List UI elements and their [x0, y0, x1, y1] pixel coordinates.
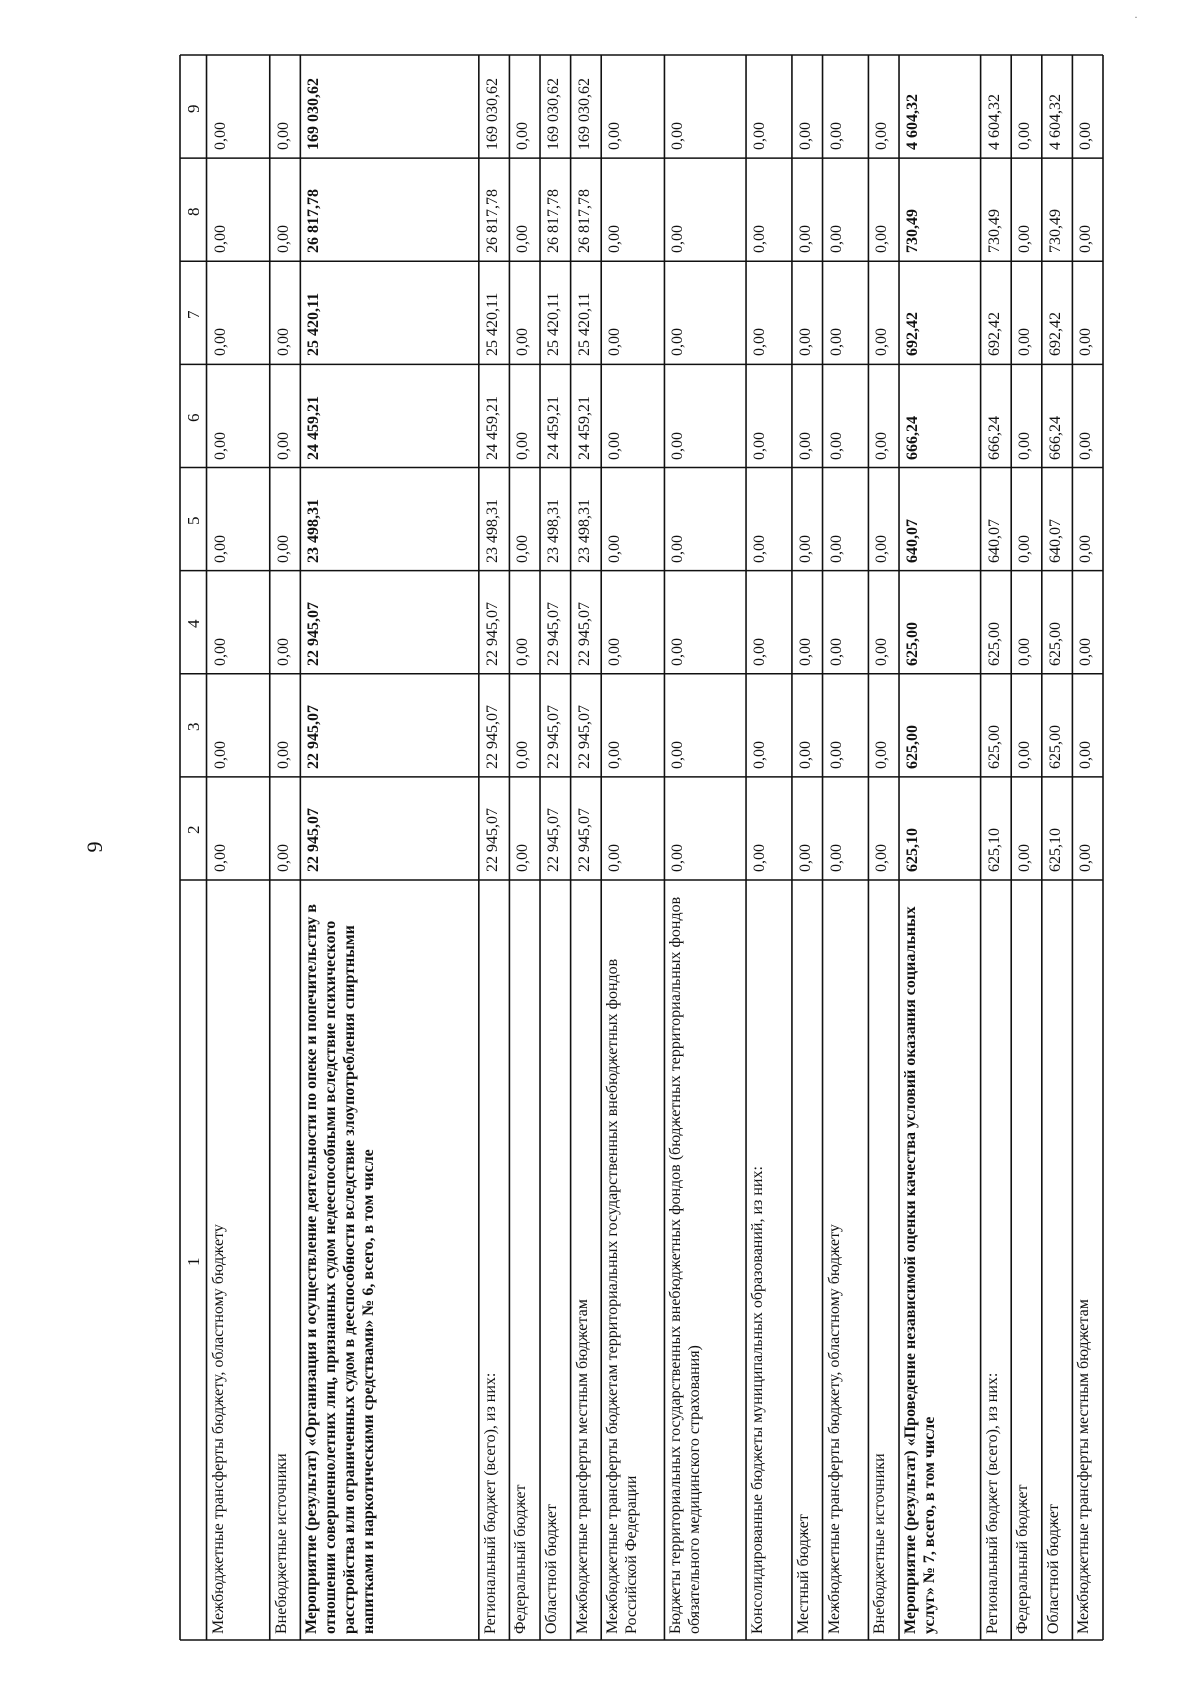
cell-value: 640,07: [985, 518, 1003, 563]
cell-value: 22 945,07: [575, 704, 593, 769]
cell-value: 0,00: [796, 431, 814, 460]
cell-value: 0,00: [211, 637, 229, 666]
cell-value: 25 420,11: [305, 293, 323, 357]
cell-value: 0,00: [274, 431, 292, 460]
cell-value: 23 498,31: [305, 498, 323, 563]
cell-value: 0,00: [796, 740, 814, 769]
column-number: 9: [184, 104, 203, 113]
cell-value: 0,00: [274, 844, 292, 872]
row-label: Региональный бюджет (всего), из них:: [481, 1372, 499, 1634]
cell-value: 26 817,78: [305, 189, 323, 254]
cell-value: 0,00: [796, 534, 814, 563]
cell-value: 0,00: [514, 534, 532, 563]
cell-value: 169 030,62: [305, 78, 323, 151]
column-number: 5: [184, 516, 203, 526]
cell-value: 0,00: [873, 740, 891, 769]
cell-value: 0,00: [796, 637, 814, 666]
cell-value: 0,00: [211, 431, 229, 460]
row-label: Федеральный бюджет: [1014, 1484, 1032, 1634]
cell-value: 169 030,62: [545, 78, 563, 151]
cell-value: 24 459,21: [575, 395, 593, 460]
cell-value: 0,00: [751, 328, 769, 357]
cell-value: 0,00: [606, 844, 624, 872]
cell-value: 730,49: [1046, 209, 1064, 254]
scan-speck: ·: [1134, 10, 1138, 24]
row-label: Федеральный бюджет: [512, 1484, 530, 1634]
cell-value: 625,00: [985, 621, 1003, 666]
cell-value: 22 945,07: [483, 601, 501, 666]
cell-value: 0,00: [211, 225, 229, 254]
cell-value: 625,10: [985, 828, 1003, 872]
cell-value: 0,00: [669, 122, 687, 151]
cell-value: 0,00: [796, 225, 814, 254]
cell-value: 0,00: [274, 122, 292, 151]
row-label: Межбюджетные трансферты местным бюджетам: [1075, 1299, 1093, 1634]
cell-value: 0,00: [606, 534, 624, 563]
cell-value: 0,00: [514, 844, 532, 872]
cell-value: 0,00: [827, 844, 845, 872]
row-label: Мероприятие (результат) «Проведение независимой оценки качества условий оказания социальных услуг» № 7, всего, в том числе: [902, 906, 939, 1634]
cell-value: 25 420,11: [545, 292, 563, 357]
cell-value: 0,00: [827, 225, 845, 254]
cell-value: 0,00: [751, 844, 769, 872]
cell-value: 22 945,07: [545, 704, 563, 769]
cell-value: 25 420,11: [575, 292, 593, 357]
cell-value: 0,00: [873, 328, 891, 357]
row-label: Областной бюджет: [1044, 1504, 1062, 1634]
cell-value: 0,00: [211, 844, 229, 872]
cell-value: 0,00: [514, 431, 532, 460]
cell-value: 0,00: [827, 534, 845, 563]
cell-value: 4 604,32: [1046, 94, 1064, 151]
cell-value: 0,00: [827, 740, 845, 769]
cell-value: 0,00: [514, 740, 532, 769]
cell-value: 640,07: [904, 518, 922, 563]
cell-value: 0,00: [669, 844, 687, 872]
cell-value: 4 604,32: [904, 94, 922, 151]
cell-value: 0,00: [211, 740, 229, 769]
column-number: 6: [184, 413, 203, 422]
cell-value: 0,00: [606, 637, 624, 666]
cell-value: 0,00: [751, 534, 769, 563]
cell-value: 0,00: [796, 328, 814, 357]
row-label: Внебюджетные источники: [272, 1453, 290, 1634]
cell-value: 22 945,07: [575, 808, 593, 872]
cell-value: 0,00: [1077, 431, 1095, 460]
cell-value: 692,42: [1046, 312, 1064, 357]
cell-value: 0,00: [1016, 122, 1034, 151]
cell-value: 0,00: [827, 637, 845, 666]
cell-value: 0,00: [1077, 122, 1095, 151]
column-number: 8: [184, 207, 203, 216]
cell-value: 0,00: [606, 328, 624, 357]
cell-value: 0,00: [514, 225, 532, 254]
cell-value: 666,24: [1046, 415, 1064, 460]
cell-value: 625,00: [1046, 724, 1064, 769]
cell-value: 640,07: [1046, 518, 1064, 563]
cell-value: 0,00: [751, 225, 769, 254]
column-number: 7: [184, 310, 203, 319]
cell-value: 0,00: [606, 225, 624, 254]
cell-value: 0,00: [1016, 637, 1034, 666]
cell-value: 0,00: [514, 328, 532, 357]
cell-value: 0,00: [1077, 637, 1095, 666]
cell-value: 0,00: [669, 740, 687, 769]
cell-value: 0,00: [274, 637, 292, 666]
cell-value: 0,00: [606, 431, 624, 460]
cell-value: 0,00: [1077, 328, 1095, 357]
cell-value: 625,00: [985, 724, 1003, 769]
row-label: Областной бюджет: [543, 1504, 561, 1634]
cell-value: 0,00: [827, 431, 845, 460]
cell-value: 625,00: [1046, 621, 1064, 666]
cell-value: 0,00: [1016, 225, 1034, 254]
row-label: Региональный бюджет (всего), из них:: [983, 1372, 1001, 1634]
cell-value: 0,00: [1077, 225, 1095, 254]
cell-value: 0,00: [796, 844, 814, 872]
cell-value: 0,00: [274, 534, 292, 563]
cell-value: 0,00: [751, 122, 769, 151]
cell-value: 0,00: [669, 225, 687, 254]
cell-value: 0,00: [873, 534, 891, 563]
row-label: Межбюджетные трансферты бюджету, областному бюджету: [825, 1224, 843, 1634]
cell-value: 0,00: [274, 740, 292, 769]
cell-value: 0,00: [274, 225, 292, 254]
cell-value: 0,00: [1016, 431, 1034, 460]
column-number: 1: [184, 1257, 203, 1266]
cell-value: 0,00: [796, 122, 814, 151]
cell-value: 0,00: [211, 328, 229, 357]
cell-value: 169 030,62: [483, 78, 501, 151]
cell-value: 730,49: [985, 209, 1003, 254]
cell-value: 0,00: [211, 122, 229, 151]
cell-value: 0,00: [873, 431, 891, 460]
cell-value: 692,42: [985, 312, 1003, 357]
cell-value: 0,00: [1016, 740, 1034, 769]
row-label: Межбюджетные трансферты бюджету, областному бюджету: [209, 1224, 227, 1634]
cell-value: 23 498,31: [545, 498, 563, 563]
cell-value: 0,00: [669, 637, 687, 666]
cell-value: 22 945,07: [575, 601, 593, 666]
cell-value: 24 459,21: [545, 395, 563, 460]
cell-value: 0,00: [873, 225, 891, 254]
cell-value: 0,00: [669, 431, 687, 460]
cell-value: 0,00: [514, 637, 532, 666]
cell-value: 0,00: [1077, 844, 1095, 872]
cell-value: 625,00: [904, 621, 922, 666]
cell-value: 169 030,62: [575, 78, 593, 151]
cell-value: 730,49: [904, 209, 922, 254]
row-label: Мероприятие (результат) «Организация и осуществление деятельности по опеке и попечительству в отношении совершеннолетних лиц, признанных судом недееспособными вследствие психического расстройства или ограниченных судом в дееспособности вследствие злоупотребления спиртными напитками и наркотическими средствами» № 6, всего, в том числе: [303, 903, 378, 1634]
cell-value: 0,00: [1077, 740, 1095, 769]
cell-value: 0,00: [1077, 534, 1095, 563]
cell-value: 0,00: [211, 534, 229, 563]
cell-value: 625,10: [1046, 828, 1064, 872]
row-label: Межбюджетные трансферты местным бюджетам: [573, 1299, 591, 1634]
page-number: 9: [82, 841, 107, 853]
cell-value: 625,10: [904, 828, 922, 872]
cell-value: 26 817,78: [483, 189, 501, 254]
cell-value: 26 817,78: [545, 189, 563, 254]
cell-value: 0,00: [827, 122, 845, 151]
cell-value: 24 459,21: [483, 395, 501, 460]
row-label: Внебюджетные источники: [871, 1453, 889, 1634]
cell-value: 0,00: [751, 431, 769, 460]
cell-value: 26 817,78: [575, 189, 593, 254]
cell-value: 22 945,07: [545, 601, 563, 666]
cell-value: 0,00: [669, 328, 687, 357]
cell-value: 0,00: [1016, 534, 1034, 563]
cell-value: 0,00: [514, 122, 532, 151]
row-label: Консолидированные бюджеты муниципальных образований, из них:: [749, 1166, 767, 1634]
cell-value: 625,00: [904, 724, 922, 769]
cell-value: 22 945,07: [305, 601, 323, 666]
cell-value: 22 945,07: [483, 704, 501, 769]
cell-value: 23 498,31: [483, 498, 501, 563]
cell-value: 0,00: [606, 740, 624, 769]
cell-value: 22 945,07: [545, 808, 563, 872]
cell-value: 0,00: [751, 740, 769, 769]
cell-value: 0,00: [751, 637, 769, 666]
cell-value: 0,00: [274, 328, 292, 357]
row-label: Местный бюджет: [794, 1514, 812, 1634]
cell-value: 25 420,11: [483, 292, 501, 357]
cell-value: 24 459,21: [305, 395, 323, 460]
cell-value: 666,24: [904, 415, 922, 460]
cell-value: 0,00: [669, 534, 687, 563]
cell-value: 0,00: [827, 328, 845, 357]
column-number: 3: [184, 722, 203, 732]
row-label: Бюджеты территориальных государственных внебюджетных фондов (бюджетных территориальных фондов обязательного медицинского страхования): [667, 896, 704, 1634]
cell-value: 666,24: [985, 415, 1003, 460]
cell-value: 22 945,07: [483, 808, 501, 872]
column-number: 2: [184, 825, 203, 835]
column-number: 4: [184, 619, 203, 629]
cell-value: 0,00: [873, 844, 891, 872]
cell-value: 22 945,07: [305, 704, 323, 769]
cell-value: 0,00: [873, 122, 891, 151]
cell-value: 0,00: [873, 637, 891, 666]
cell-value: 0,00: [1016, 844, 1034, 872]
cell-value: 692,42: [904, 312, 922, 357]
cell-value: 0,00: [606, 122, 624, 151]
row-label: Межбюджетные трансферты бюджетам территориальных государственных внебюджетных фондов Российской Федерации: [604, 958, 641, 1634]
cell-value: 23 498,31: [575, 498, 593, 563]
cell-value: 22 945,07: [305, 808, 323, 872]
cell-value: 4 604,32: [985, 94, 1003, 151]
cell-value: 0,00: [1016, 328, 1034, 357]
